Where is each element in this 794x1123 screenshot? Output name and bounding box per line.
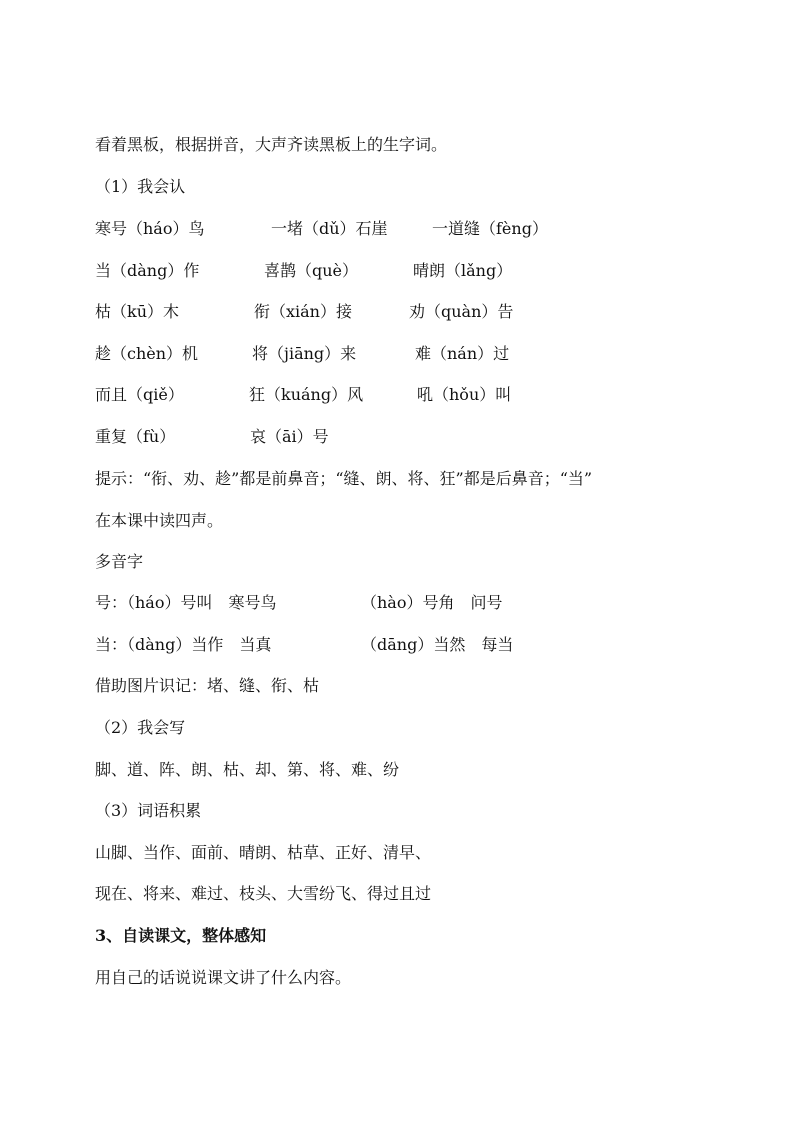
- picture-memory-text: 借助图片识记：堵、缝、衔、枯: [95, 676, 320, 695]
- vocab-item: 吼（hǒu）叫: [417, 385, 512, 404]
- vocab-item: 晴朗（lǎng）: [413, 261, 513, 280]
- polyphone-reading: （hào）号角 问号: [361, 593, 503, 612]
- vocab-item: 重复（fù）: [95, 427, 176, 446]
- vocab-item: 喜鹊（què）: [264, 261, 359, 280]
- section2-heading: （2）我会写: [95, 718, 186, 737]
- vocab-item: 寒号（háo）鸟: [95, 219, 205, 238]
- vocab-item: 而且（qiě）: [95, 385, 184, 404]
- vocab-item: 当（dàng）作: [95, 261, 200, 280]
- vocab-item: 趁（chèn）机: [95, 344, 199, 363]
- vocab-item: 劝（quàn）告: [409, 302, 514, 321]
- vocab-item: 将（jiāng）来: [252, 344, 357, 363]
- word-list-line: 山脚、当作、面前、晴朗、枯草、正好、清早、: [95, 843, 432, 862]
- pronunciation-tip-continued: 在本课中读四声。: [95, 511, 224, 530]
- vocab-item: 一堵（dǔ）石崖: [271, 219, 388, 238]
- step3-text: 用自己的话说说课文讲了什么内容。: [95, 968, 352, 987]
- vocab-item: 难（nán）过: [415, 344, 510, 363]
- pronunciation-tip: 提示：“衔、劝、趁”都是前鼻音；“缝、朗、将、狂”都是后鼻音；“当”: [95, 469, 593, 488]
- vocab-item: 狂（kuáng）风: [249, 385, 364, 404]
- section3-heading: （3）词语积累: [95, 801, 202, 820]
- writing-characters: 脚、道、阵、朗、枯、却、第、将、难、纷: [95, 760, 400, 779]
- polyphone-reading: 号：（háo）号叫 寒号鸟: [95, 593, 277, 612]
- polyphone-reading: （dāng）当然 每当: [361, 635, 514, 654]
- vocab-item: 哀（āi）号: [250, 427, 329, 446]
- vocab-item: 衔（xián）接: [254, 302, 352, 321]
- word-list-line: 现在、将来、难过、枝头、大雪纷飞、得过且过: [95, 884, 432, 903]
- section1-heading: （1）我会认: [95, 177, 186, 196]
- step3-heading: 3、自读课文，整体感知: [95, 926, 267, 945]
- vocab-item: 一道缝（fèng）: [432, 219, 548, 238]
- polyphone-title: 多音字: [95, 552, 144, 571]
- intro-text: 看着黑板，根据拼音，大声齐读黑板上的生字词。: [95, 135, 448, 154]
- vocab-item: 枯（kū）木: [95, 302, 180, 321]
- polyphone-reading: 当：（dàng）当作 当真: [95, 635, 272, 654]
